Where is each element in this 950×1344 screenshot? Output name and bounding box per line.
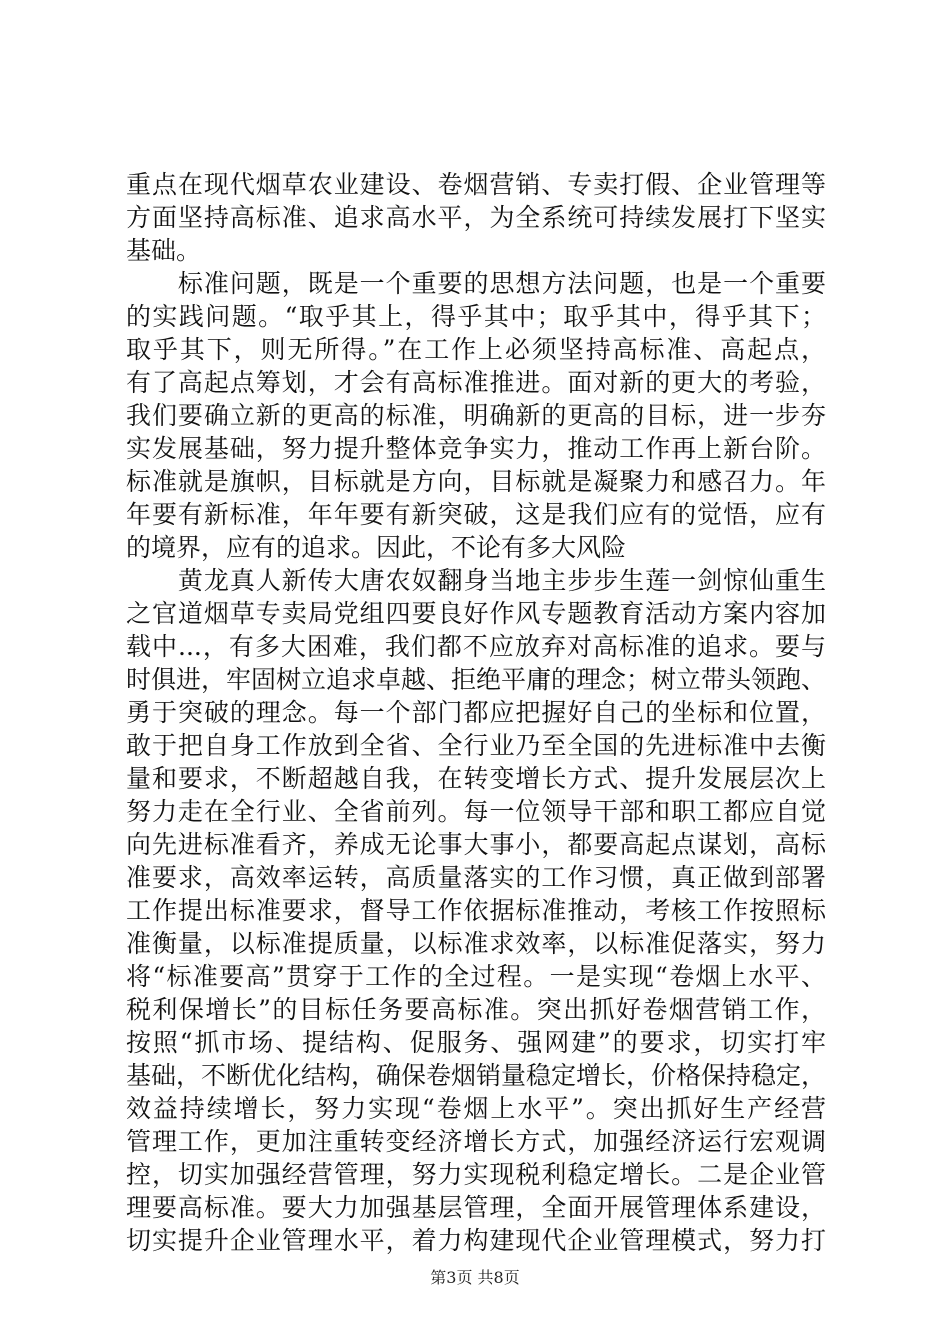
text-line: 标准就是旗帜，目标就是方向，目标就是凝聚力和感召力。年 (126, 467, 826, 496)
text-line: 管理工作，更加注重转变经济增长方式，加强经济运行宏观调 (126, 1127, 826, 1156)
text-line: 准衡量，以标准提质量，以标准求效率，以标准促落实，努力 (126, 929, 826, 958)
text-line: 量和要求，不断超越自我，在转变增长方式、提升发展层次上 (126, 764, 826, 793)
body-text (126, 168, 826, 1257)
text-line: 标准问题，既是一个重要的思想方法问题，也是一个重要 (126, 269, 826, 298)
text-line: 的境界，应有的追求。因此，不论有多大风险 (126, 533, 627, 562)
text-line: 将“标准要高”贯穿于工作的全过程。一是实现“卷烟上水平、 (126, 962, 826, 991)
text-line: 按照“抓市场、提结构、促服务、强网建”的要求，切实打牢 (126, 1028, 826, 1057)
text-line: 之官道烟草专卖局党组四要良好作风专题教育活动方案内容加 (126, 599, 826, 628)
text-line: 准要求，高效率运转，高质量落实的工作习惯，真正做到部署 (126, 863, 826, 892)
text-line: 切实提升企业管理水平，着力构建现代企业管理模式，努力打 (126, 1226, 826, 1255)
text-line: 我们要确立新的更高的标准，明确新的更高的目标，进一步夯 (126, 401, 826, 430)
text-line: 年要有新标准，年年要有新突破，这是我们应有的觉悟，应有 (126, 500, 826, 529)
text-line: 的实践问题。“取乎其上，得乎其中；取乎其中，得乎其下； (126, 302, 826, 331)
text-line: 黄龙真人新传大唐农奴翻身当地主步步生莲一剑惊仙重生 (126, 566, 826, 595)
text-line: 向先进标准看齐，养成无论事大事小，都要高起点谋划，高标 (126, 830, 826, 859)
text-line: 敢于把自身工作放到全省、全行业乃至全国的先进标准中去衡 (126, 731, 826, 760)
text-line: 控，切实加强经营管理，努力实现税利稳定增长。二是企业管 (126, 1160, 826, 1189)
text-line: 时俱进，牢固树立追求卓越、拒绝平庸的理念；树立带头领跑、 (126, 665, 827, 694)
text-line: 有了高起点筹划，才会有高标准推进。面对新的更大的考验， (126, 368, 826, 397)
text-line: 勇于突破的理念。每一个部门都应把握好自己的坐标和位置， (126, 698, 826, 727)
text-line: 工作提出标准要求，督导工作依据标准推动，考核工作按照标 (126, 896, 826, 925)
text-line: 基础，不断优化结构，确保卷烟销量稳定增长，价格保持稳定， (126, 1061, 827, 1090)
text-line: 取乎其下，则无所得。”在工作上必须坚持高标准、高起点， (126, 335, 826, 364)
text-line: 税利保增长”的目标任务要高标准。突出抓好卷烟营销工作， (126, 995, 826, 1024)
text-line: 努力走在全行业、全省前列。每一位领导干部和职工都应自觉 (126, 797, 826, 826)
text-line: 理要高标准。要大力加强基层管理，全面开展管理体系建设， (126, 1193, 826, 1222)
text-line: 方面坚持高标准、追求高水平，为全系统可持续发展打下坚实 (126, 203, 826, 232)
page-footer: 第3页 共8页 (430, 1268, 520, 1287)
text-line: 基础。 (126, 236, 202, 265)
text-line: 载中...，有多大困难，我们都不应放弃对高标准的追求。要与 (126, 632, 826, 661)
text-line: 实发展基础，努力提升整体竞争实力，推动工作再上新台阶。 (126, 434, 826, 463)
text-line: 效益持续增长，努力实现“卷烟上水平”。突出抓好生产经营 (126, 1094, 826, 1123)
text-line: 重点在现代烟草农业建设、卷烟营销、专卖打假、企业管理等 (126, 170, 826, 199)
